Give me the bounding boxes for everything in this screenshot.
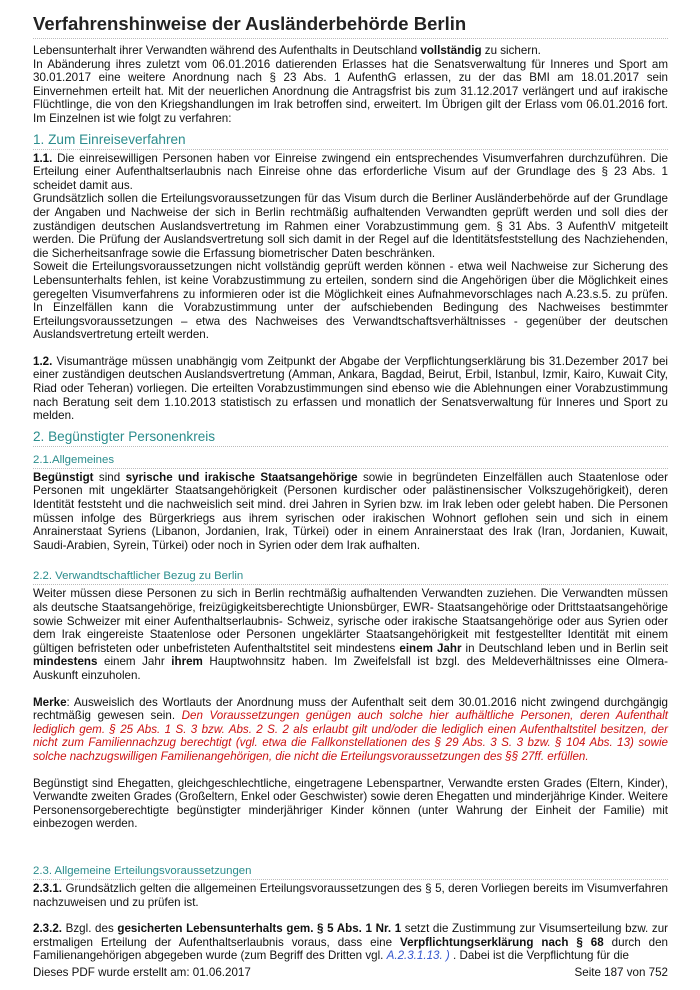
- footer-created-date: Dieses PDF wurde erstellt am: 01.06.2017: [33, 966, 251, 979]
- paragraph-beguenstigte: Begünstigt sind Ehegatten, gleichgeschlechtliche, eingetragene Lebenspartner, Verwandte ersten Grades (Eltern, Kinder), Verwandte zweiten Grades (Großeltern, Enkel oder Geschwister) sowie deren Ehegatten und minderjährige Kinder. Weitere Personensorgeberechtigte begünstigter minderjähriger Kinder können (unter Wahrung der Einheit der Familie) mit einbezogen werden.: [33, 776, 668, 831]
- cross-reference-link[interactable]: A.2.3.1.13. ): [386, 949, 450, 963]
- paragraph-2-3-2: 2.3.2. Bzgl. des gesicherten Lebensunterhalts gem. § 5 Abs. 1 Nr. 1 setzt die Zustimmung zur Visumserteilung bzw. zur erstmaligen Erteilung der Aufenthaltserlaubnis voraus, dass eine Verpflichtungserklärung nach § 68 durch den Familienangehörigen abgegeben wurde (zum Begriff des Dritten vgl. A.2.3.1.13. ) . Dabei ist die Verpflichtung für die: [33, 922, 669, 963]
- footer-page-number: Seite 187 von 752: [574, 966, 668, 979]
- paragraph-1-2: 1.2. Visumanträge müssen unabhängig vom Zeitpunkt der Abgabe der Verpflichtungserklärung bis 31.Dezember 2017 bei einer zuständigen deutschen Auslandsvertretung (Amman, Ankara, Bagdad, Beirut, Erbil, Istanbul, Izmir, Kairo, Kuwait City, Riad oder Teheran) vorliegen. Die erteilten Vorabzustimmungen sind ebenso wie die Ablehnungen einer Vorabzustimmung nach Beratung seit dem 1.10.2013 statistisch zu erfassen und monatlich der Senatsverwaltung für Inneres und Sport zu melden.: [33, 354, 668, 423]
- spacer: [33, 552, 668, 563]
- spacer: [33, 683, 668, 696]
- subsection-heading-erteilungsvoraussetzungen: 2.3. Allgemeine Erteilungsvoraussetzungen: [33, 864, 668, 880]
- section-heading-einreiseverfahren: 1. Zum Einreiseverfahren: [33, 131, 668, 150]
- subsection-heading-verwandtschaft: 2.2. Verwandtschaftlicher Bezug zu Berlin: [33, 569, 668, 585]
- paragraph-1-1-grundsaetzlich: Grundsätzlich sollen die Erteilungsvoraussetzungen für das Visum durch die Berliner Ausländerbehörde auf der Grundlage der Angaben und Nachweise der sich in Berlin rechtmäßig aufhaltenden Verwandten geprüft werden und soll dies der zuständigen deutschen Auslandsvertretung im Rahmen einer Vorabzustimmung gem. § 31 Abs. 3 AufenthV mitgeteilt werden. Die Prüfung der Auslandsvertretung soll sich damit in der Regel auf die Identitätsfeststellung des Nachziehenden, die Sicherheitsanfrage sowie die Erfassung biometrischer Daten beschränken.: [33, 192, 668, 260]
- merke-note: Merke: Ausweislich des Wortlauts der Anordnung muss der Aufenthalt seit dem 30.01.2016 nicht zwingend durchgängig rechtmäßig gewesen sein. Den Voraussetzungen genügen auch solche hier aufhältliche Personen, deren Aufenthalt lediglich gem. § 25 Abs. 1 S. 3 bzw. Abs. 2 S. 2 als erlaubt gilt und/oder die lediglich einen Aufenthaltstitel besitzen, der nicht zum Familiennachzug berechtigt (vgl. etwa die Fallkonstellationen des § 29 Abs. 3 S. 3 bzw. § 104 Abs. 13) sowie solche nachzugswilligen Familienangehörigen, die nicht die Erteilungsvoraussetzungen des §§ 27ff. erfüllen.: [33, 695, 668, 763]
- paragraph-2-3-1: 2.3.1. Grundsätzlich gelten die allgemeinen Erteilungsvoraussetzungen des § 5, deren Vorliegen bereits im Visumverfahren nachzuweisen und zu prüfen ist.: [33, 881, 668, 909]
- page-content: [33, 12, 668, 963]
- section-heading-personenkreis: 2. Begünstigter Personenkreis: [33, 428, 668, 447]
- spacer: [33, 764, 668, 777]
- subsection-heading-allgemeines: 2.1.Allgemeines: [33, 453, 668, 469]
- spacer: [33, 342, 668, 355]
- intro-line: Lebensunterhalt ihrer Verwandten während des Aufenthalts in Deutschland vollständig zu sichern.: [33, 44, 541, 57]
- emphasis: vollständig: [420, 44, 482, 57]
- intro-paragraph: In Abänderung ihres zuletzt vom 06.01.2016 datierenden Erlasses hat die Senatsverwaltung für Inneres und Sport am 30.01.2017 eine weitere Anordnung nach § 23 Abs. 1 AufenthG erlassen, zu der das BMI am 18.01.2017 sein Einvernehmen erteilt hat. Mit der neuerlichen Anordnung die Antragsfrist bis zum 31.12.2017 verlängert und auf irakische Flüchtlinge, die von den Kriegshandlungen im Irak betroffen sind, erweitert. Im Übrigen gilt der Erlass vom 06.01.2016 fort. Im Einzelnen ist wie folgt zu verfahren:: [33, 57, 668, 125]
- page-title: Verfahrenshinweise der Ausländerbehörde Berlin: [33, 12, 668, 39]
- paragraph-1-1-soweit: Soweit die Erteilungsvoraussetzungen nicht vollständig geprüft werden können - etwa weil Nachweise zur Sicherung des Lebensunterhalts fehlen, ist keine Vorabzustimmung zu erteilen, sondern sind die Angehörigen über die Möglichkeit eines geregelten Visumverfahrens zu informieren oder ist die Möglichkeit eines Aufnahmevorschlages nach A.23.s.5. zu prüfen. In Einzelfällen kann die Vorabzustimmung unter der aufschiebenden Bedingung des Nachweises bestimmter Erteilungsvoraussetzungen – etwa des Nachweises des Verwandtschaftsverhältnisses - gegenüber der deutschen Auslandsvertretung erteilt werden.: [33, 260, 668, 342]
- spacer: [33, 909, 668, 922]
- paragraph-2-2: Weiter müssen diese Personen zu sich in Berlin rechtmäßig aufhaltenden Verwandten zuziehen. Die Verwandten müssen als deutsche Staatsangehörige, freizügigkeitsberechtigte Unionsbürger, EWR- Staatsangehörige oder Drittstaatsangehörige sowie Schweizer mit einer Aufenthaltserlaubnis- Schweiz, syrische oder irakische Staatsangehörige oder aus Syrien oder dem Irak eingereiste Staatenlose oder Personen ungeklärter Staatsangehörigkeit mit festgestellter Identität mit einem gültigen befristeten oder unbefristeten Aufenthaltstitel seit mindestens einem Jahr in Deutschland leben und in Berlin seit mindestens einem Jahr ihrem Hauptwohnsitz haben. Im Zweifelsfall ist bzgl. des Meldeverhältnisses eine Olmera-Auskunft einzuholen.: [33, 587, 668, 682]
- paragraph-1-1: 1.1. Die einreisewilligen Personen haben vor Einreise zwingend ein entsprechendes Visumverfahren durchzuführen. Die Erteilung einer Aufenthaltserlaubnis nach Einreise ohne das erforderliche Visum auf der Grundlage des § 23 Abs. 1 scheidet damit aus.: [33, 151, 668, 192]
- paragraph-2-1: Begünstigt sind syrische und irakische Staatsangehörige sowie in begründeten Einzelfällen auch Staatenlose oder Personen mit ungeklärter Staatsangehörigkeit (Personen kurdischer oder palästinensischer Volkszugehörigkeit), deren Identität feststeht und die nachweislich seit mind. drei Jahren in Syrien bzw. im Irak leben oder gelebt haben. Die Personen müssen infolge des Bürgerkriegs aus ihrem syrischen oder irakischen Wohnort geflohen sein und sich in einem Anrainerstaat Syriens (Libanon, Jordanien, Irak, Türkei) oder in einem Anrainerstaat des Irak (Iran, Jordanien, Kuwait, Saudi-Arabien, Syrein, Türkei) oder noch in Syrien oder dem Irak aufhalten.: [33, 470, 668, 552]
- spacer: [33, 831, 668, 858]
- merke-highlight: Den Voraussetzungen genügen auch solche hier aufhältliche Personen, deren Aufenthalt lediglich gem. § 25 Abs. 1 S. 3 bzw. Abs. 2 S. 2 als erlaubt gilt und/oder die lediglich einen Aufenthaltstitel besitzen, der nicht zum Familiennachzug berechtigt (vgl. etwa die Fallkonstellationen des § 29 Abs. 3 S. 3 bzw. § 104 Abs. 13) sowie solche nachzugswilligen Familienangehörigen, die nicht die Erteilungsvoraussetzungen des §§ 27ff. erfüllen.: [33, 709, 668, 763]
